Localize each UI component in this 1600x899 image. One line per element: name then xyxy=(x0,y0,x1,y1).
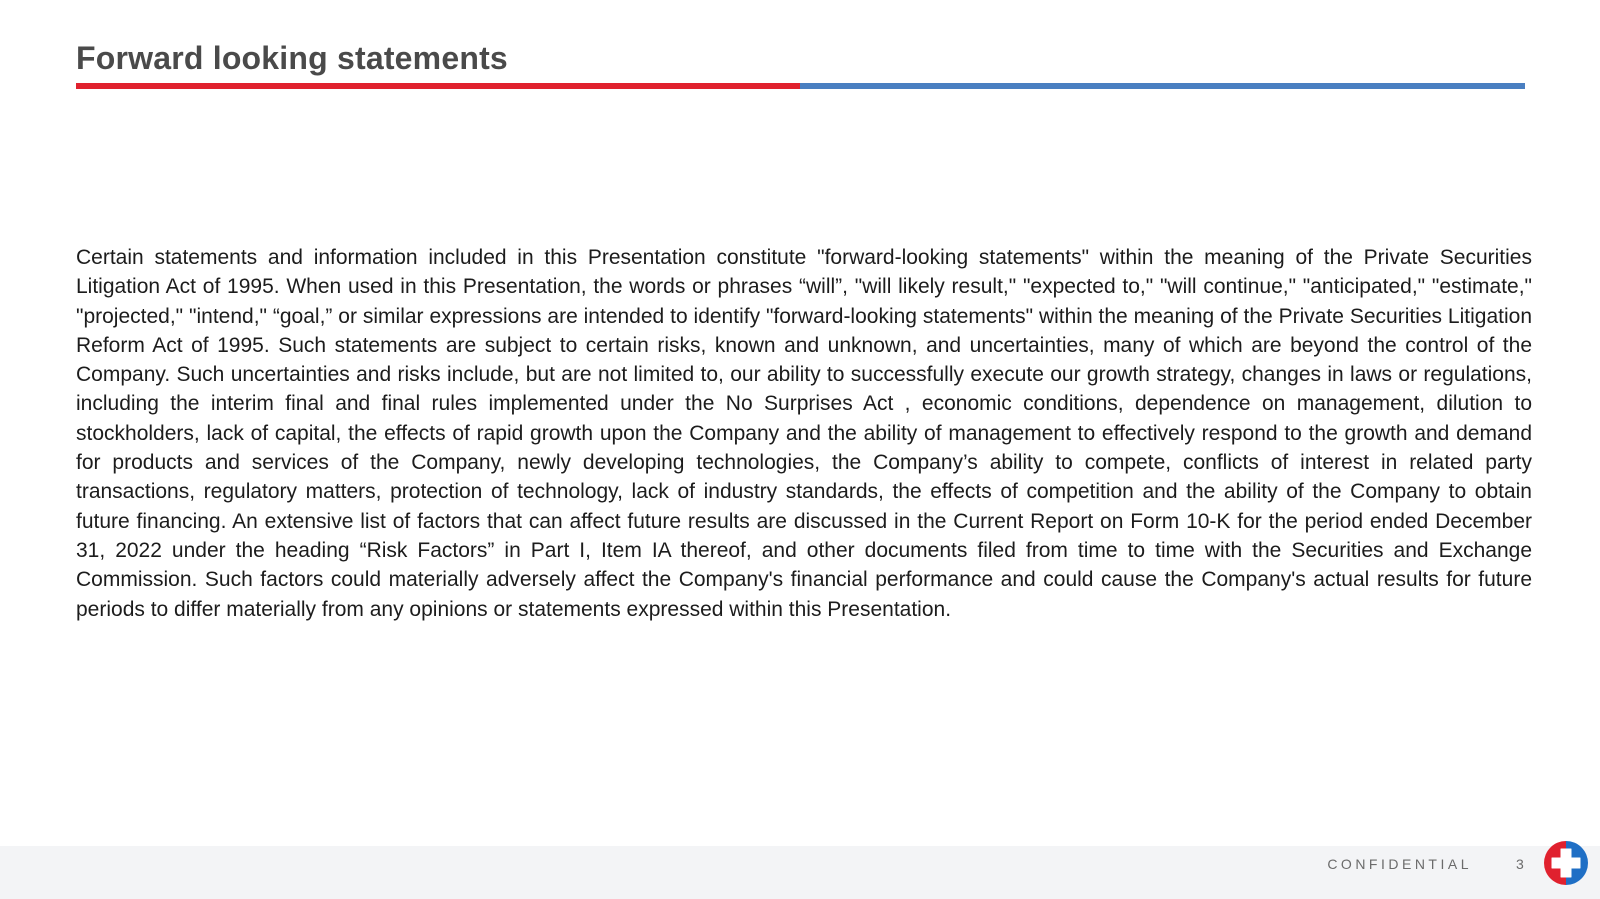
disclaimer-paragraph: Certain statements and information included in this Presentation constitute "forward-looking statements" within the meaning of the Private Securities Litigation Act of 1995. When used in this Presentation, the words or phrases “will”, "will likely result," "expected to," "will continue," "anticipated," "estimate," "projected," "intend," “goal,” or similar expressions are intended to identify "forward-looking statements" within the meaning of the Private Securities Litigation Reform Act of 1995. Such statements are subject to certain risks, known and unknown, and uncertainties, many of which are beyond the control of the Company. Such uncertainties and risks include, but are not limited to, our ability to successfully execute our growth strategy, changes in laws or regulations, including the interim final and final rules implemented under the No Surprises Act , economic conditions, dependence on management, dilution to stockholders, lack of capital, the effects of rapid growth upon the Company and the ability of management to effectively respond to the growth and demand for products and services of the Company, newly developing technologies, the Company’s ability to compete, conflicts of interest in related party transactions, regulatory matters, protection of technology, lack of industry standards, the effects of competition and the ability of the Company to obtain future financing. An extensive list of factors that can affect future results are discussed in the Current Report on Form 10-K for the period ended December 31, 2022 under the heading “Risk Factors” in Part I, Item IA thereof, and other documents filed from time to time with the Securities and Exchange Commission. Such factors could materially adversely affect the Company's financial performance and could cause the Company's actual results for future periods to differ materially from any opinions or statements expressed within this Presentation. xyxy=(76,246,1532,621)
medical-cross-logo-icon xyxy=(1543,840,1589,886)
confidential-label: CONFIDENTIAL xyxy=(1327,856,1472,872)
title-underline-blue-segment xyxy=(800,83,1525,89)
slide-title: Forward looking statements xyxy=(76,40,508,76)
page-number: 3 xyxy=(1516,856,1524,872)
title-underline xyxy=(76,83,1525,89)
footer-bar xyxy=(0,846,1600,899)
title-underline-red-segment xyxy=(76,83,800,89)
